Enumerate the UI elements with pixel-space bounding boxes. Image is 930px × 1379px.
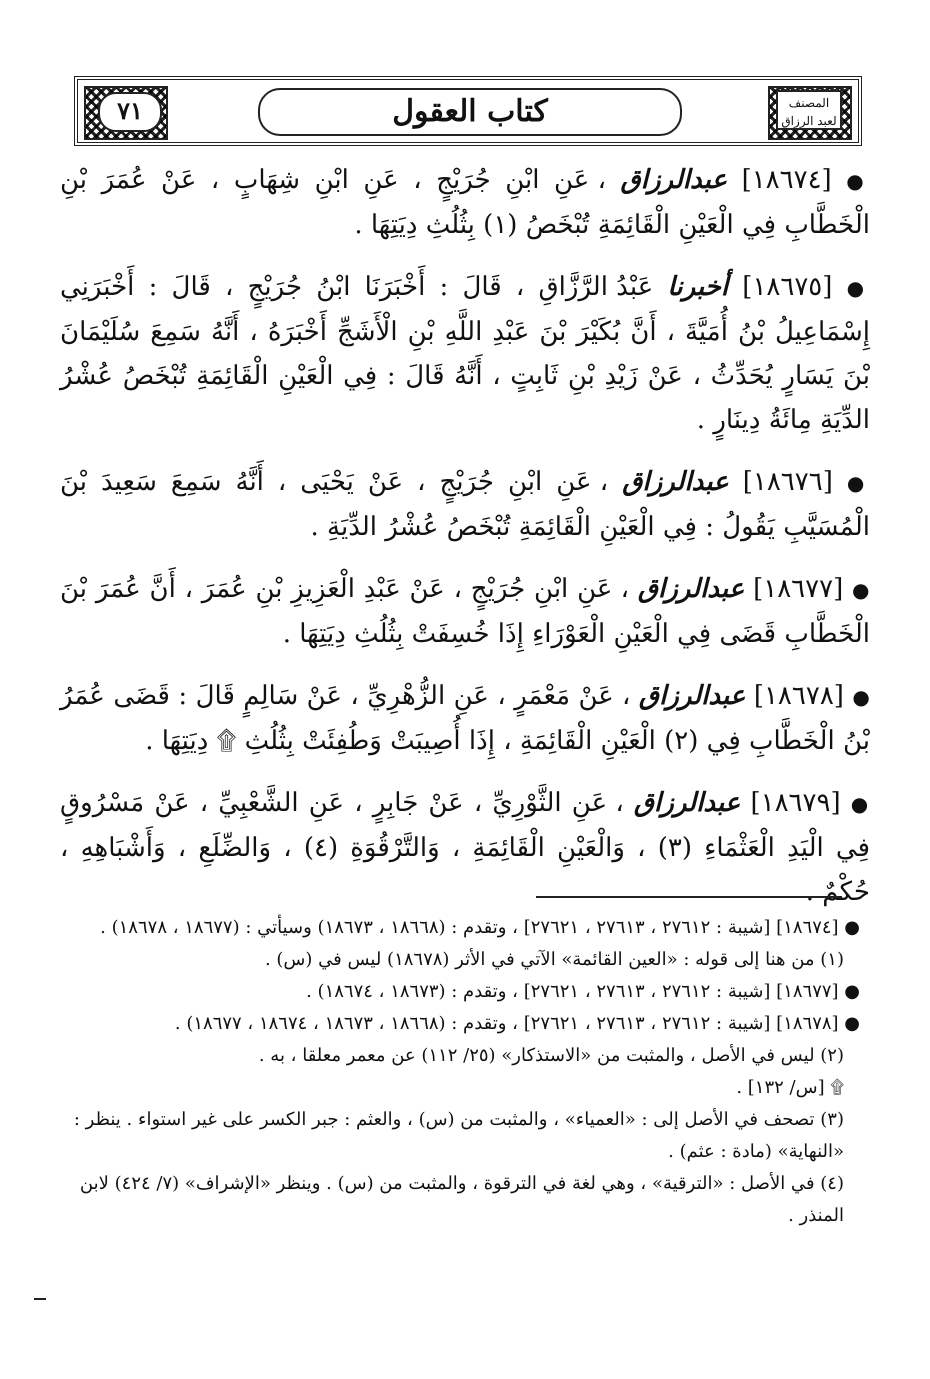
footnote-text: (٢) ليس في الأصل ، والمثبت من «الاستذكار» (٢٥/ ١١٢) عن معمر معلقا ، به .: [258, 1045, 844, 1066]
entry-text: عَبْدُ الرَّزَّاقِ ، قَالَ : أَخْبَرَنَا ابْنُ جُرَيْجٍ ، قَالَ : أَخْبَرَنِي إِسْمَاعِيلُ بْنُ أُمَيَّةَ ، أَنَّ بُكَيْرَ بْنَ عَبْدِ اللَّهِ بْنِ الْأَشَجِّ أَخْبَرَهُ ، أَنَّهُ سَمِعَ سُلَيْمَانَ بْنَ يَسَارٍ يُحَدِّثُ ، عَنْ زَيْدِ بْنِ ثَابِتٍ ، أَنَّهُ قَالَ : فِي الْعَيْنِ الْقَائِمَةِ تُبْخَصُ عُشْرُ الدِّيَةِ مِائَةُ دِينَارٍ .: [60, 272, 870, 435]
hadith-entry: [60, 567, 870, 656]
hadith-entries: [60, 158, 870, 932]
footnote-text: ۩ [س/ ١٣٢] .: [736, 1077, 844, 1098]
bullet-icon: ●: [852, 578, 871, 602]
footnote-text: [١٨٦٧٧] [شيبة : ٢٧٦١٢ ، ٢٧٦١٣ ، ٢٧٦٢١] ، وتقدم : (١٨٦٧٣ ، ١٨٦٧٤) .: [306, 981, 839, 1002]
footnote: [70, 1104, 860, 1168]
footnote: [70, 1072, 860, 1104]
hadith-entry: [60, 460, 870, 549]
bullet-icon: ●: [846, 276, 871, 300]
book-title: كتاب العقول: [392, 94, 548, 129]
bullet-icon: ●: [850, 792, 871, 816]
hadith-entry: [60, 781, 870, 914]
page-header: [74, 76, 862, 146]
footnote-reference: ● [١٨٦٧٨] [شيبة : ٢٧٦١٢ ، ٢٧٦١٣ ، ٢٧٦٢١] ، وتقدم : (١٨٦٦٨ ، ١٨٦٧٣ ، ١٨٦٧٤ ، ١٨٦٧٧) .: [174, 1013, 860, 1034]
entry-text: ، عَنِ الثَّوْرِيِّ ، عَنْ جَابِرٍ ، عَنِ الشَّعْبِيِّ ، عَنْ مَسْرُوقٍ فِي الْيَدِ الْعَثْمَاءِ (٣) ، وَالْعَيْنِ الْقَائِمَةِ ، وَالتَّرْقُوَةِ (٤) ، وَالضِّلَعِ ، وَأَشْبَاهِهِ ، حُكْمٌ .: [60, 788, 871, 907]
footnote-reference: ● [١٨٦٧٧] [شيبة : ٢٧٦١٢ ، ٢٧٦١٣ ، ٢٧٦٢١] ، وتقدم : (١٨٦٧٣ ، ١٨٦٧٤) .: [306, 981, 860, 1002]
entry-number: [١٨٦٧٨]: [753, 681, 844, 711]
footnote-text: (٤) في الأصل : «الترقية» ، وهي لغة في الترقوة ، والمثبت من (س) . وينظر «الإشراف» (٧/ ٤٢٤) لابن المنذر .: [79, 1173, 844, 1226]
entry-text: ، عَنِ ابْنِ جُرَيْجٍ ، عَنْ يَحْيَى ، أَنَّهُ سَمِعَ سَعِيدَ بْنَ الْمُسَيَّبِ يَقُولُ : فِي الْعَيْنِ الْقَائِمَةِ تُبْخَصُ عُشْرُ الدِّيَةِ .: [60, 467, 870, 542]
footnote: [70, 1040, 860, 1072]
footnote-text: (١) من هنا إلى قوله : «العين القائمة» الآتي في الأثر (١٨٦٧٨) ليس في (س) .: [264, 949, 844, 970]
hadith-entry: [60, 265, 870, 442]
entry-narrator: عبدالرزاق: [620, 165, 727, 195]
footnote-separator: [536, 896, 842, 898]
footnote-text: (٣) تصحف في الأصل إلى : «العمياء» ، والمثبت من (س) ، والعثم : جبر الكسر على غير استواء . ينظر : «النهاية» (مادة : عثم) .: [73, 1109, 844, 1162]
footnote-reference: ● [١٨٦٧٤] [شيبة : ٢٧٦١٢ ، ٢٧٦١٣ ، ٢٧٦٢١] ، وتقدم : (١٨٦٦٨ ، ١٨٦٧٣) وسيأتي : (١٨٦٧٧ ، ١٨٦٧٨) .: [100, 917, 860, 938]
entry-narrator: عبدالرزاق: [633, 788, 741, 818]
entry-text: ، عَنْ مَعْمَرٍ ، عَنِ الزُّهْرِيِّ ، عَنْ سَالِمٍ قَالَ : قَضَى عُمَرُ بْنُ الْخَطَّابِ فِي (٢) الْعَيْنِ الْقَائِمَةِ ، إِذَا أُصِيبَتْ وَطُفِئَتْ بِثُلُثِ ۩ دِيَتِهَا .: [60, 681, 870, 756]
entry-number: [١٨٦٧٥]: [742, 272, 833, 302]
footnotes: [70, 912, 860, 1232]
entry-narrator: أخبرنا: [667, 272, 729, 302]
page-number: ٧١: [98, 92, 162, 132]
entry-narrator: عبدالرزاق: [638, 681, 746, 711]
entry-number: [١٨٦٧٩]: [750, 788, 841, 818]
entry-text: ، عَنِ ابْنِ جُرَيْجٍ ، عَنْ عَبْدِ الْعَزِيزِ بْنِ عُمَرَ ، أَنَّ عُمَرَ بْنَ الْخَطَّابِ قَضَى فِي الْعَيْنِ الْعَوْرَاءِ إِذَا خُسِفَتْ بِثُلُثِ دِيَتِهَا .: [60, 574, 870, 649]
entry-text: ، عَنِ ابْنِ جُرَيْجٍ ، عَنِ ابْنِ شِهَابٍ ، عَنْ عُمَرَ بْنِ الْخَطَّابِ فِي الْعَيْنِ الْقَائِمَةِ تُبْخَصُ (١) بِثُلُثِ دِيَتِهَا .: [60, 165, 870, 240]
entry-narrator: عبدالرزاق: [637, 574, 745, 604]
footnote-text: [١٨٦٧٨] [شيبة : ٢٧٦١٢ ، ٢٧٦١٣ ، ٢٧٦٢١] ، وتقدم : (١٨٦٦٨ ، ١٨٦٧٣ ، ١٨٦٧٤ ، ١٨٦٧٧) .: [174, 1013, 839, 1034]
hadith-entry: [60, 158, 870, 247]
bullet-icon: ●: [852, 685, 871, 709]
entry-number: [١٨٦٧٧]: [753, 574, 844, 604]
entry-narrator: عبدالرزاق: [622, 467, 729, 497]
entry-number: [١٨٦٧٦]: [742, 467, 833, 497]
bullet-icon: ●: [846, 471, 871, 495]
bullet-icon: ●: [846, 169, 871, 193]
hadith-entry: [60, 674, 870, 763]
footnote: [70, 1168, 860, 1232]
footnote: [70, 944, 860, 976]
footnote-text: [١٨٦٧٤] [شيبة : ٢٧٦١٢ ، ٢٧٦١٣ ، ٢٧٦٢١] ، وتقدم : (١٨٦٦٨ ، ١٨٦٧٣) وسيأتي : (١٨٦٧٧ ، ١٨٦٧٨) .: [100, 917, 839, 938]
margin-mark: [34, 1298, 46, 1300]
publisher-logo: المصنف لعبد الرزاق: [776, 90, 842, 130]
book-title-cartouche: [258, 88, 682, 136]
entry-number: [١٨٦٧٤]: [741, 165, 832, 195]
